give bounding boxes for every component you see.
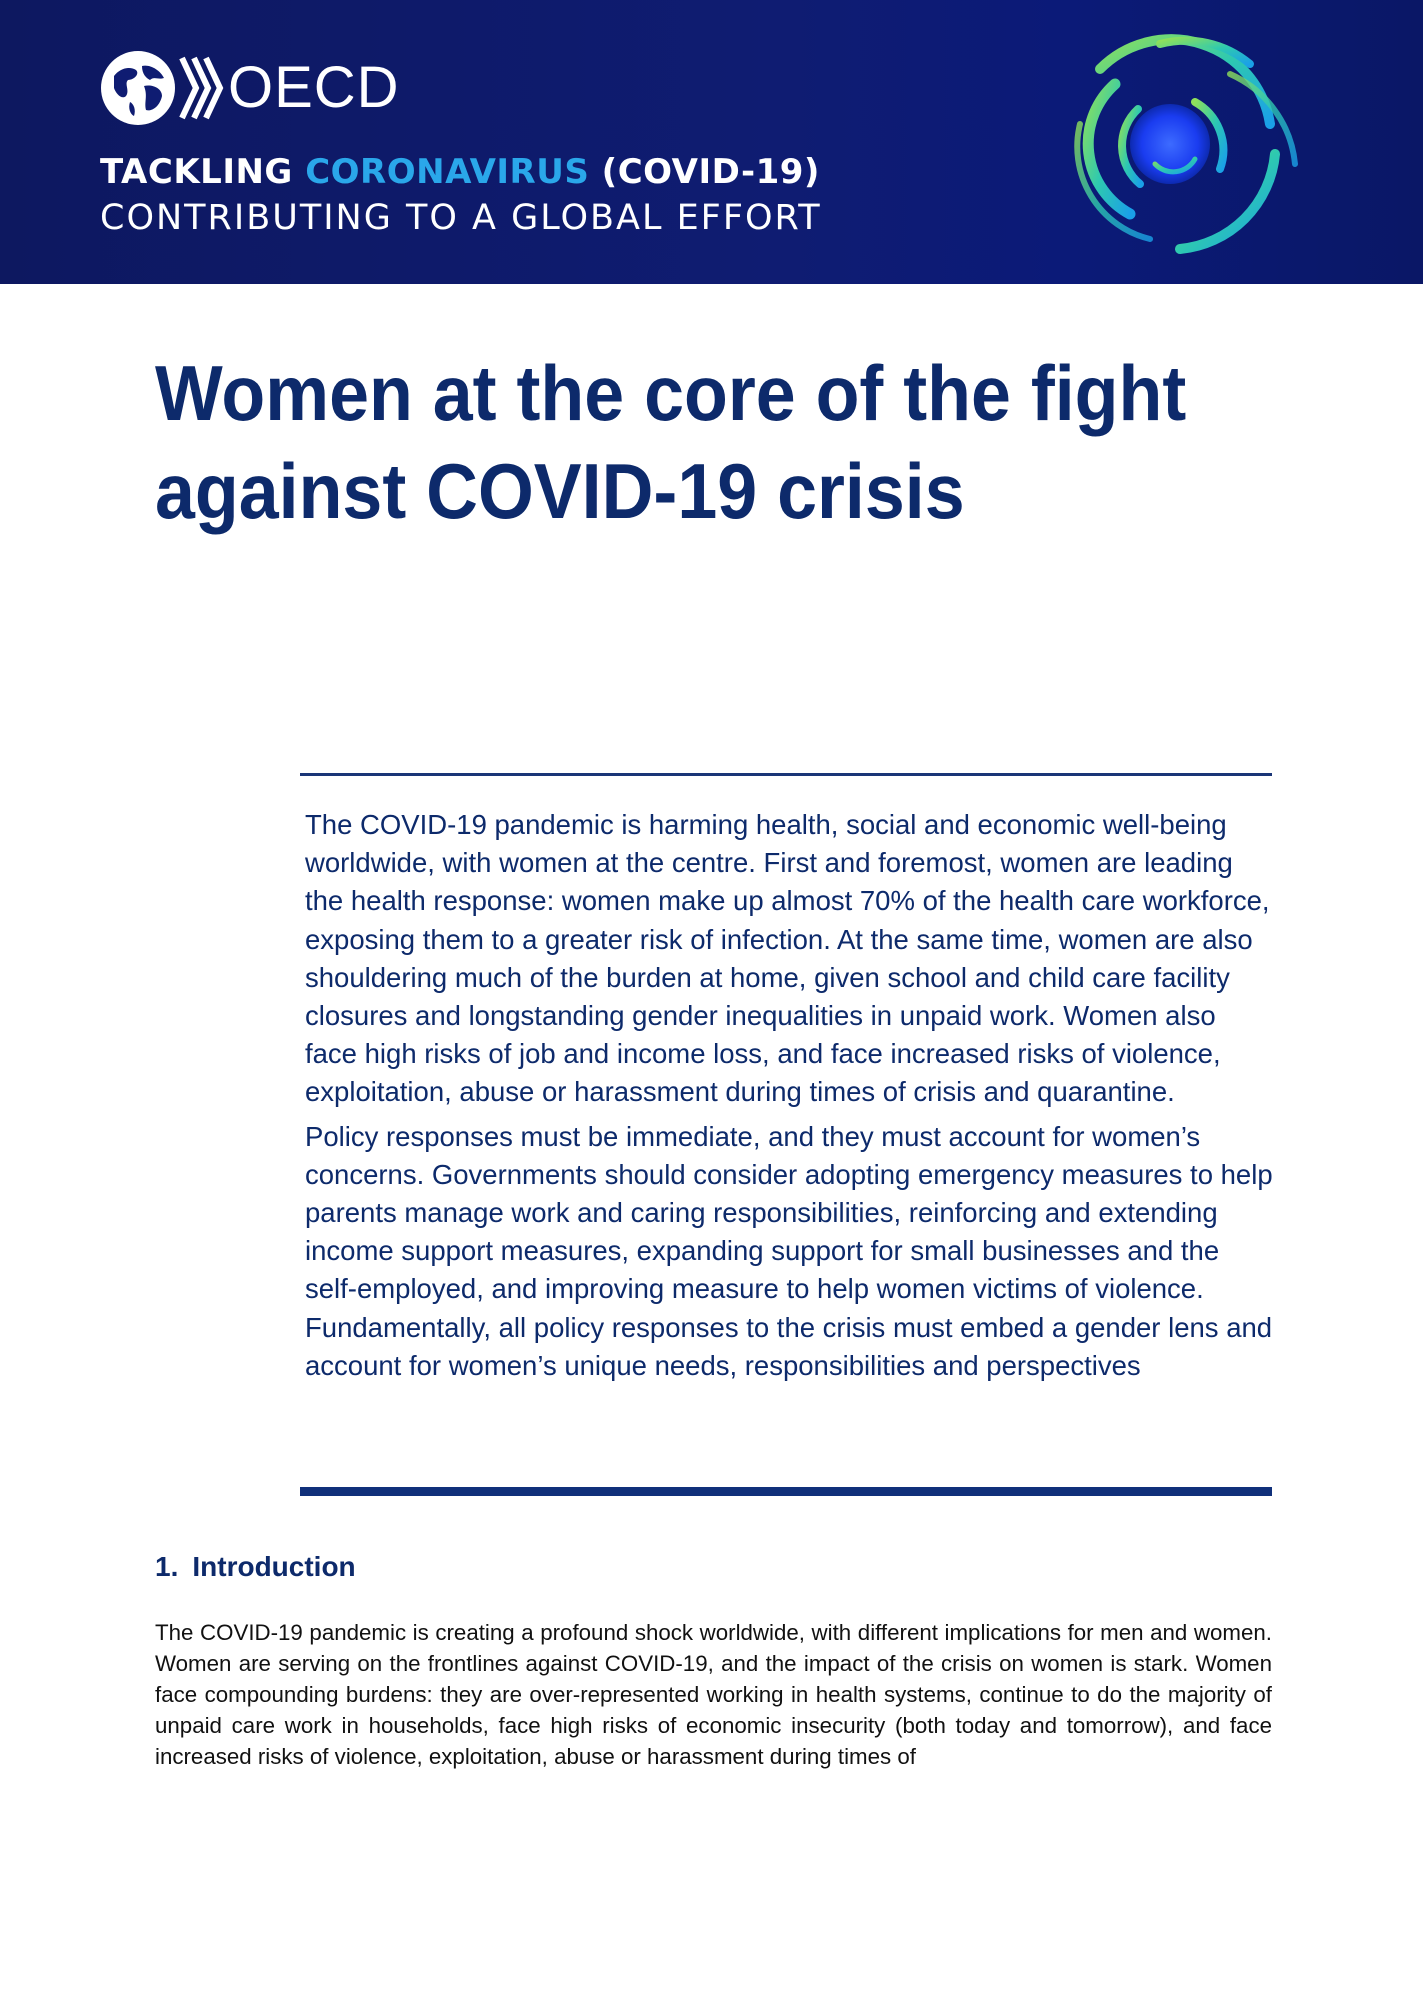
section-heading: [155, 1551, 356, 1583]
title-line-2: against COVID-19 crisis: [155, 447, 965, 535]
chevrons-icon: [178, 50, 224, 126]
abstract-top-rule: [300, 773, 1272, 776]
section-number: 1.: [155, 1551, 179, 1582]
covid-rings-icon: [1020, 14, 1320, 274]
globe-icon: [100, 50, 176, 126]
tagline-highlight: CORONAVIRUS: [305, 152, 590, 192]
document-title: [155, 344, 1213, 540]
logo-text: OECD: [228, 55, 400, 120]
abstract-paragraph-1: The COVID-19 pandemic is harming health, social and economic well-being worldwide, with women at the centre. First and foremost, women are leading the health response: women make up almost 70% of the health care workforce, exposing them to a greater risk of infection. At the same time, women are also shouldering much of the burden at home, given school and child care facility closures and longstanding gender inequalities in unpaid work. Women also face high risks of job and income loss, and face increased risks of violence, exploitation, abuse or harassment during times of crisis and quarantine.: [305, 809, 1270, 1108]
tagline-part1: TACKLING: [100, 152, 306, 192]
header-banner: [0, 0, 1423, 284]
tagline-part2: (COVID-19): [589, 152, 820, 192]
section-title: Introduction: [192, 1551, 356, 1582]
tagline: [100, 152, 820, 192]
subtagline: CONTRIBUTING TO A GLOBAL EFFORT: [100, 198, 822, 238]
title-line-1: Women at the core of the fight: [155, 349, 1187, 437]
section-paragraph: The COVID-19 pandemic is creating a profound shock worldwide, with different implications for men and women. Women are serving on the frontlines against COVID-19, and the impact of the crisis on women is stark. Women face compounding burdens: they are over-represented working in health systems, continue to do the majority of unpaid care work in households, face high risks of economic insecurity (both today and tomorrow), and face increased risks of violence, exploitation, abuse or harassment during times of: [155, 1620, 1272, 1769]
oecd-logo[interactable]: [100, 48, 400, 128]
abstract: [305, 806, 1275, 1385]
abstract-paragraph-2: Policy responses must be immediate, and they must account for women’s concerns. Governments should consider adopting emergency measures to help parents manage work and caring responsibilities, reinforcing and extending income support measures, expanding support for small businesses and the self-employed, and improving measure to help women victims of violence. Fundamentally, all policy responses to the crisis must embed a gender lens and account for women’s unique needs, responsibilities and perspectives: [305, 1120, 1273, 1381]
abstract-bottom-rule: [300, 1487, 1272, 1496]
